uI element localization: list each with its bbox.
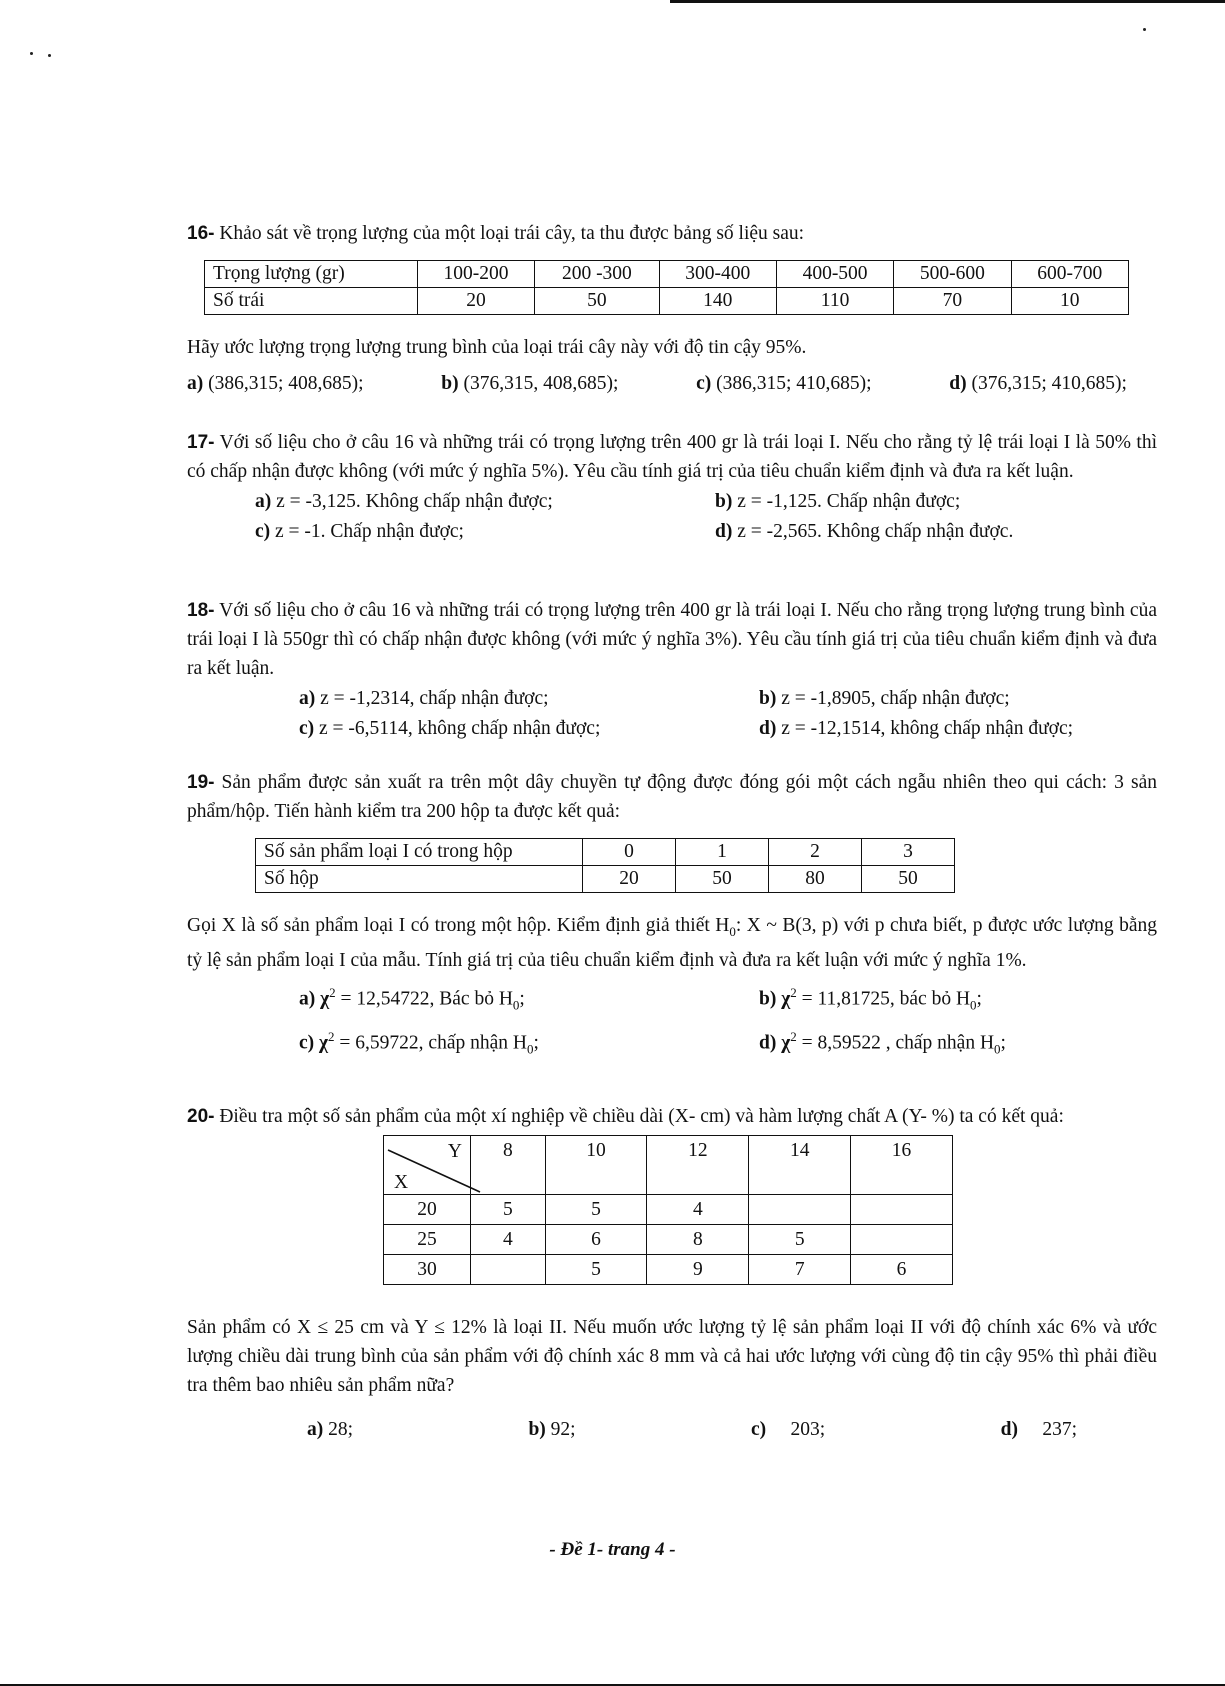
answer-options [187,374,1127,394]
question-text: Điều tra một số sản phẩm của một xí nghiệp về chiều dài (X- cm) và hàm lượng chất A (Y- %) ta có kết quả: [214,1106,1064,1127]
option-b: b) (376,315, 408,685); [441,373,619,394]
table-cell: 300-400 [659,261,776,288]
correlation-table [383,1135,953,1285]
table-cell [749,1195,851,1225]
table-header-row [384,1136,953,1195]
table-row-label: 30 [384,1255,471,1285]
question-text: Với số liệu cho ở câu 16 và những trái có trọng lượng trên 400 gr là trái loại I. Nếu cho rằng trọng lượng trung bình của trái loại I là 550gr thì có chấp nhận được không (với mức ý nghĩa 3%). Yêu cầu tính giá trị của tiêu chuẩn kiểm định và đưa ra kết luận. [187,600,1157,679]
table-cell: 6 [545,1225,647,1255]
table-cell: 50 [535,288,659,315]
scan-speck [30,52,33,55]
x-axis-label: X [394,1171,409,1193]
table-row [384,1255,953,1285]
question-20 [187,1102,1157,1440]
option-d: d) (376,315; 410,685); [949,373,1127,394]
scan-top-rule [670,0,1225,3]
option-a: a) z = -1,2314, chấp nhận được; [299,688,549,709]
question-number: 20- [187,1106,215,1127]
table-row [205,261,1129,288]
table-cell: 5 [545,1255,647,1285]
table-cell: 4 [647,1195,749,1225]
question-number: 16- [187,223,215,244]
table-cell: 400-500 [776,261,893,288]
table-cell: 0 [583,839,676,866]
table-cell: 600-700 [1011,261,1128,288]
table-cell: 200 -300 [535,261,659,288]
question-20-text [187,1102,1132,1131]
table-cell: 2 [769,839,862,866]
option-c: c) z = -6,5114, không chấp nhận được; [299,718,601,739]
question-16-intro [187,219,1157,248]
option-b: b) z = -1,8905, chấp nhận được; [759,688,1010,709]
table-cell: 3 [862,839,955,866]
table-cell [471,1255,546,1285]
table-cell: 5 [749,1225,851,1255]
question-19-text [187,768,1157,826]
option-b: b) z = -1,125. Chấp nhận được; [715,491,961,512]
box-count-table [255,838,955,893]
table-corner-cell [384,1136,471,1195]
question-number: 19- [187,772,215,793]
option-b: b) $\chi^2 = 11,81725$, bác bỏ $H_0$; [759,984,982,1013]
answer-options [299,981,1157,1062]
table-cell: 20 [417,288,534,315]
table-cell: 100-200 [417,261,534,288]
table-cell: 500-600 [894,261,1011,288]
question-18 [187,596,1157,741]
option-d: d) 237; [1000,1419,1077,1440]
table-cell: 7 [749,1255,851,1285]
table-header-cell: 12 [647,1136,749,1195]
table-cell: 6 [851,1255,953,1285]
table-row [384,1195,953,1225]
question-18-text [187,596,1157,683]
weight-frequency-table [204,260,1129,315]
table-header-cell: 16 [851,1136,953,1195]
table-header-cell: 8 [471,1136,546,1195]
table-cell: 8 [647,1225,749,1255]
y-axis-label: Y [447,1141,462,1162]
question-20-prompt: Sản phẩm có X ≤ 25 cm và Y ≤ 12% là loại II. Nếu muốn ước lượng tỷ lệ sản phẩm loại II với độ chính xác 6% và ước lượng chiều dài trung bình của sản phẩm với độ chính xác 8 mm và cả hai ước lượng với cùng độ tin cậy 95% thì phải điều tra thêm bao nhiêu sản phẩm nữa? [187,1317,1157,1396]
question-17-text [187,428,1157,486]
option-c: c) $\chi^2 = 6,59722$, chấp nhận $H_0$; [299,1029,539,1057]
table-row [256,866,955,893]
table-cell: 80 [769,866,862,893]
table-cell: 50 [862,866,955,893]
table-cell: 1 [676,839,769,866]
table-row-label: 20 [384,1195,471,1225]
table-row [256,839,955,866]
answer-options [307,1420,1077,1440]
page-footer: - Đề 1- trang 4 - [549,1539,676,1560]
table-row-label: 25 [384,1225,471,1255]
table-header-cell: 14 [749,1136,851,1195]
table-cell [851,1225,953,1255]
table-row-label: Trọng lượng (gr) [205,261,418,288]
option-d: d) $\chi^2 = 8,59522$ , chấp nhận $H_0$; [759,1029,1006,1057]
table-cell: 10 [1011,288,1128,315]
question-text: Khảo sát về trọng lượng của một loại trái cây, ta thu được bảng số liệu sau: [214,223,805,244]
table-cell: 140 [659,288,776,315]
table-cell: 4 [471,1225,546,1255]
table-cell: 70 [894,288,1011,315]
answer-options [255,490,1157,544]
answer-options [299,687,1157,741]
table-row-label: Số sản phẩm loại I có trong hộp [256,839,583,866]
scan-speck [48,54,51,57]
question-text: Với số liệu cho ở câu 16 và những trái có trọng lượng trên 400 gr là trái loại I. Nếu cho rằng tỷ lệ trái loại I là 50% thì có chấp nhận được không (với mức ý nghĩa 5%). Yêu cầu tính giá trị của tiêu chuẩn kiểm định và đưa ra kết luận. [187,432,1157,482]
option-a: a) 28; [307,1419,354,1440]
question-16 [187,219,1157,394]
option-d: d) z = -2,565. Không chấp nhận được. [715,521,1014,542]
question-number: 17- [187,432,215,453]
option-c: c) (386,315; 410,685); [696,373,872,394]
table-row [205,288,1129,315]
table-cell: 50 [676,866,769,893]
table-row [384,1225,953,1255]
question-16-prompt: Hãy ước lượng trọng lượng trung bình của loại trái cây này với độ tin cậy 95%. [187,337,807,358]
option-c: c) 203; [751,1419,826,1440]
scan-speck [1143,28,1146,31]
table-cell: 110 [776,288,893,315]
table-row-label: Số hộp [256,866,583,893]
option-c: c) z = -1. Chấp nhận được; [255,521,464,542]
table-cell [851,1195,953,1225]
question-19 [187,768,1157,1062]
table-cell: 5 [545,1195,647,1225]
question-19-hypothesis: Gọi X là số sản phẩm loại I có trong một hộp. Kiểm định giả thiết $H_0$: X ~ B(3, p) với p chưa biết, p được ước lượng bằng tỷ lệ sản phẩm loại I của mẫu. Tính giá trị của tiêu chuẩn kiểm định và đưa ra kết luận với mức ý nghĩa 1%. [187,915,1158,971]
table-cell: 9 [647,1255,749,1285]
option-d: d) z = -12,1514, không chấp nhận được; [759,718,1074,739]
option-a: a) (386,315; 408,685); [187,373,364,394]
table-cell: 20 [583,866,676,893]
question-17 [187,428,1157,544]
option-a: a) z = -3,125. Không chấp nhận được; [255,491,553,512]
table-cell: 5 [471,1195,546,1225]
table-row-label: Số trái [205,288,418,315]
table-header-cell: 10 [545,1136,647,1195]
question-text: Sản phẩm được sản xuất ra trên một dây chuyền tự động được đóng gói một cách ngẫu nhiên theo qui cách: 3 sản phẩm/hộp. Tiến hành kiểm tra 200 hộp ta được kết quả: [187,772,1157,822]
option-a: a) $\chi^2 = 12,54722$, Bác bỏ $H_0$; [299,984,525,1013]
question-number: 18- [187,600,215,621]
option-b: b) 92; [528,1419,576,1440]
